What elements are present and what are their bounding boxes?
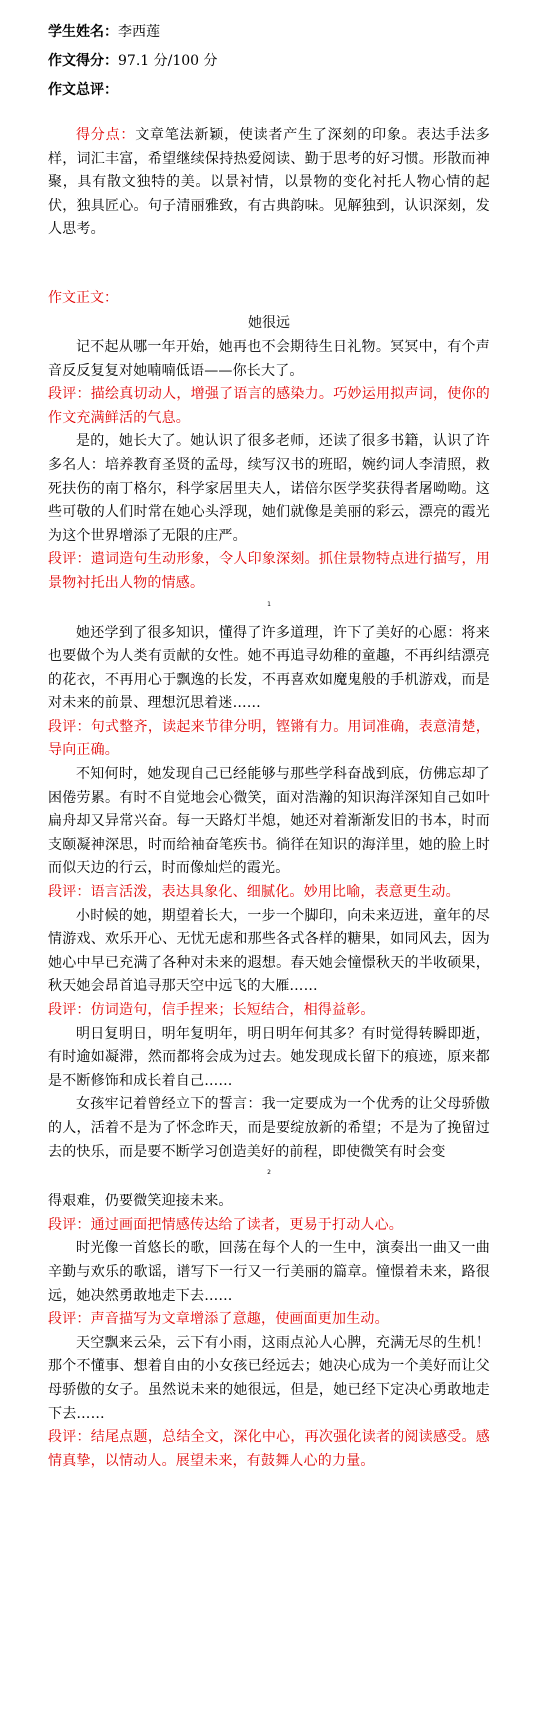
paragraph-comment	[48, 383, 490, 430]
paragraph-comment	[48, 716, 490, 763]
essay-paragraph: 女孩牢记着曾经立下的誓言：我一定要成为一个优秀的让父母骄傲的人，活着不是为了怀念昨天，而是要绽放新的希望；不是为了挽留过去的快乐，而是要不断学习创造美好的前程，即使微笑有时会变	[48, 1096, 490, 1160]
paragraph-comment	[48, 999, 490, 1023]
paragraph-comment-label: 段评：	[48, 1429, 91, 1446]
overall-comment-label-red: 得分点：	[76, 127, 136, 143]
overall-comment-row	[48, 80, 490, 100]
essay-body	[48, 336, 490, 1473]
essay-paragraph: 时光像一首悠长的歌，回荡在每个人的一生中，演奏出一曲又一曲辛勤与欢乐的歌谣，谱写下一行又一行美丽的篇章。憧憬着未来，路很远，她决然勇敢地走下去……	[48, 1240, 490, 1304]
paragraph-comment-label: 段评：	[48, 1002, 91, 1018]
paragraph-comment-label: 段评：	[48, 1216, 91, 1233]
paragraph-comment-label: 段评：	[48, 551, 91, 568]
essay-paragraph: 不知何时，她发现自己已经能够与那些学科奋战到底，仿佛忘却了困倦劳累。有时不自觉地会心微笑，面对浩瀚的知识海洋深知自己如叶扁舟却又异常兴奋。每一天路灯半熄，她还对着渐渐发旧的书本，时而支颐凝神深思，时而给袖奋笔疾书。徜徉在知识的海洋里，她的脸上时而似天边的行云，时而像灿烂的霞光。	[48, 766, 490, 877]
paragraph-comment-text: 声音描写为文章增添了意趣，使画面更加生动。	[90, 1311, 389, 1328]
student-name-label: 学生姓名：	[48, 24, 118, 40]
paragraph-comment	[48, 1426, 490, 1473]
paragraph-comment	[48, 1214, 490, 1238]
paragraph-comment-label: 段评：	[48, 1311, 91, 1328]
paragraph-comment-text: 仿词造句，信手捏来；长短结合，相得益彰。	[90, 1002, 375, 1018]
paragraph-comment-text: 结尾点题，总结全文，深化中心，再次强化读者的阅读感受。感情真挚，以情动人。展望未来，有鼓舞人心的力量。	[48, 1429, 490, 1469]
document	[48, 22, 490, 1473]
essay-label-row	[48, 288, 490, 308]
score-value: 97.1 分/100 分	[118, 53, 218, 69]
paragraph-comment-text: 遣词造句生动形象，令人印象深刻。抓住景物特点进行描写，用景物衬托出人物的情感。	[48, 551, 490, 591]
overall-comment-text: 文章笔法新颖，使读者产生了深刻的印象。表达手法多样，词汇丰富，希望继续保持热爱阅读、勤于思考的好习惯。形散而神聚，具有散文独特的美。以景衬情，以景物的变化衬托人物心情的起伏，独具匠心。句子清丽雅致，有古典韵味。见解独到，认识深刻，发人思考。	[48, 127, 490, 238]
essay-paragraph: 小时候的她，期望着长大，一步一个脚印，向未来迈进，童年的尽情游戏、欢乐开心、无忧无虑和那些各式各样的糖果，如同风去，因为她心中早已充满了各种对未来的遐想。春天她会憧憬秋天的半收硕果，秋天她会昂首追寻那天空中远飞的大雁……	[48, 907, 490, 995]
page-number: 1	[267, 600, 271, 608]
student-name-row	[48, 22, 490, 42]
essay-paragraph: 是的，她长大了。她认识了很多老师，还读了很多书籍，认识了许多名人：培养教育圣贤的孟母，续写汉书的班昭，婉约词人李清照，救死扶伤的南丁格尔，科学家居里夫人，诺倍尔医学奖获得者屠呦呦。这些可敬的人们时常在她心头浮现，她们就像是美丽的彩云，漂亮的霞光为这个世界增添了无限的庄严。	[48, 433, 490, 544]
paragraph-comment	[48, 548, 490, 595]
essay-paragraph: 得艰难，仍要微笑迎接未来。	[48, 1193, 233, 1210]
student-name-value: 李西莲	[118, 24, 160, 40]
essay-paragraph: 天空飘来云朵，云下有小雨，这雨点沁人心脾，充满无尽的生机！那个不懂事、想着自由的小女孩已经远去；她决心成为一个美好而让父母骄傲的女子。虽然说未来的她很远，但是，她已经下定决心勇敢地走下去……	[48, 1334, 490, 1422]
score-row	[48, 51, 490, 71]
essay-title: 她很远	[248, 314, 290, 331]
overall-comment	[48, 124, 490, 242]
paragraph-comment-label: 段评：	[48, 884, 91, 901]
score-label: 作文得分：	[48, 53, 118, 69]
paragraph-comment-text: 句式整齐，读起来节律分明，铿锵有力。用词准确，表意清楚，导向正确。	[48, 718, 490, 759]
paragraph-comment	[48, 881, 490, 905]
paragraph-comment-text: 描绘真切动人，增强了语言的感染力。巧妙运用拟声词，使你的作文充满鲜活的气息。	[48, 386, 490, 426]
essay-paragraph: 记不起从哪一年开始，她再也不会期待生日礼物。冥冥中，有个声音反反复复对她喃喃低语——你长大了。	[48, 338, 490, 379]
overall-comment-label: 作文总评：	[48, 82, 118, 98]
paragraph-comment-label: 段评：	[48, 386, 91, 403]
paragraph-comment-text: 语言活泼，表达具象化、细腻化。妙用比喻，表意更生动。	[90, 884, 460, 901]
essay-paragraph: 她还学到了很多知识，懂得了许多道理，许下了美好的心愿：将来也要做个为人类有贡献的女性。她不再追寻幼稚的童趣，不再纠结漂亮的花衣，不再用心于飘逸的长发，不再喜欢如魔鬼般的手机游戏，而是对未来的前景、理想沉思着迷……	[48, 624, 490, 712]
page-number: 2	[267, 1169, 271, 1177]
essay-paragraph: 明日复明日，明年复明年，明日明年何其多？有时觉得转瞬即逝，有时逾如凝滞，然而都将会成为过去。她发现成长留下的痕迹，原来都是不断修饰和成长着自己……	[48, 1025, 490, 1089]
paragraph-comment	[48, 1308, 490, 1332]
essay-label: 作文正文：	[48, 289, 118, 306]
paragraph-comment-text: 通过画面把情感传达给了读者，更易于打动人心。	[90, 1216, 404, 1233]
paragraph-comment-label: 段评：	[48, 718, 91, 735]
